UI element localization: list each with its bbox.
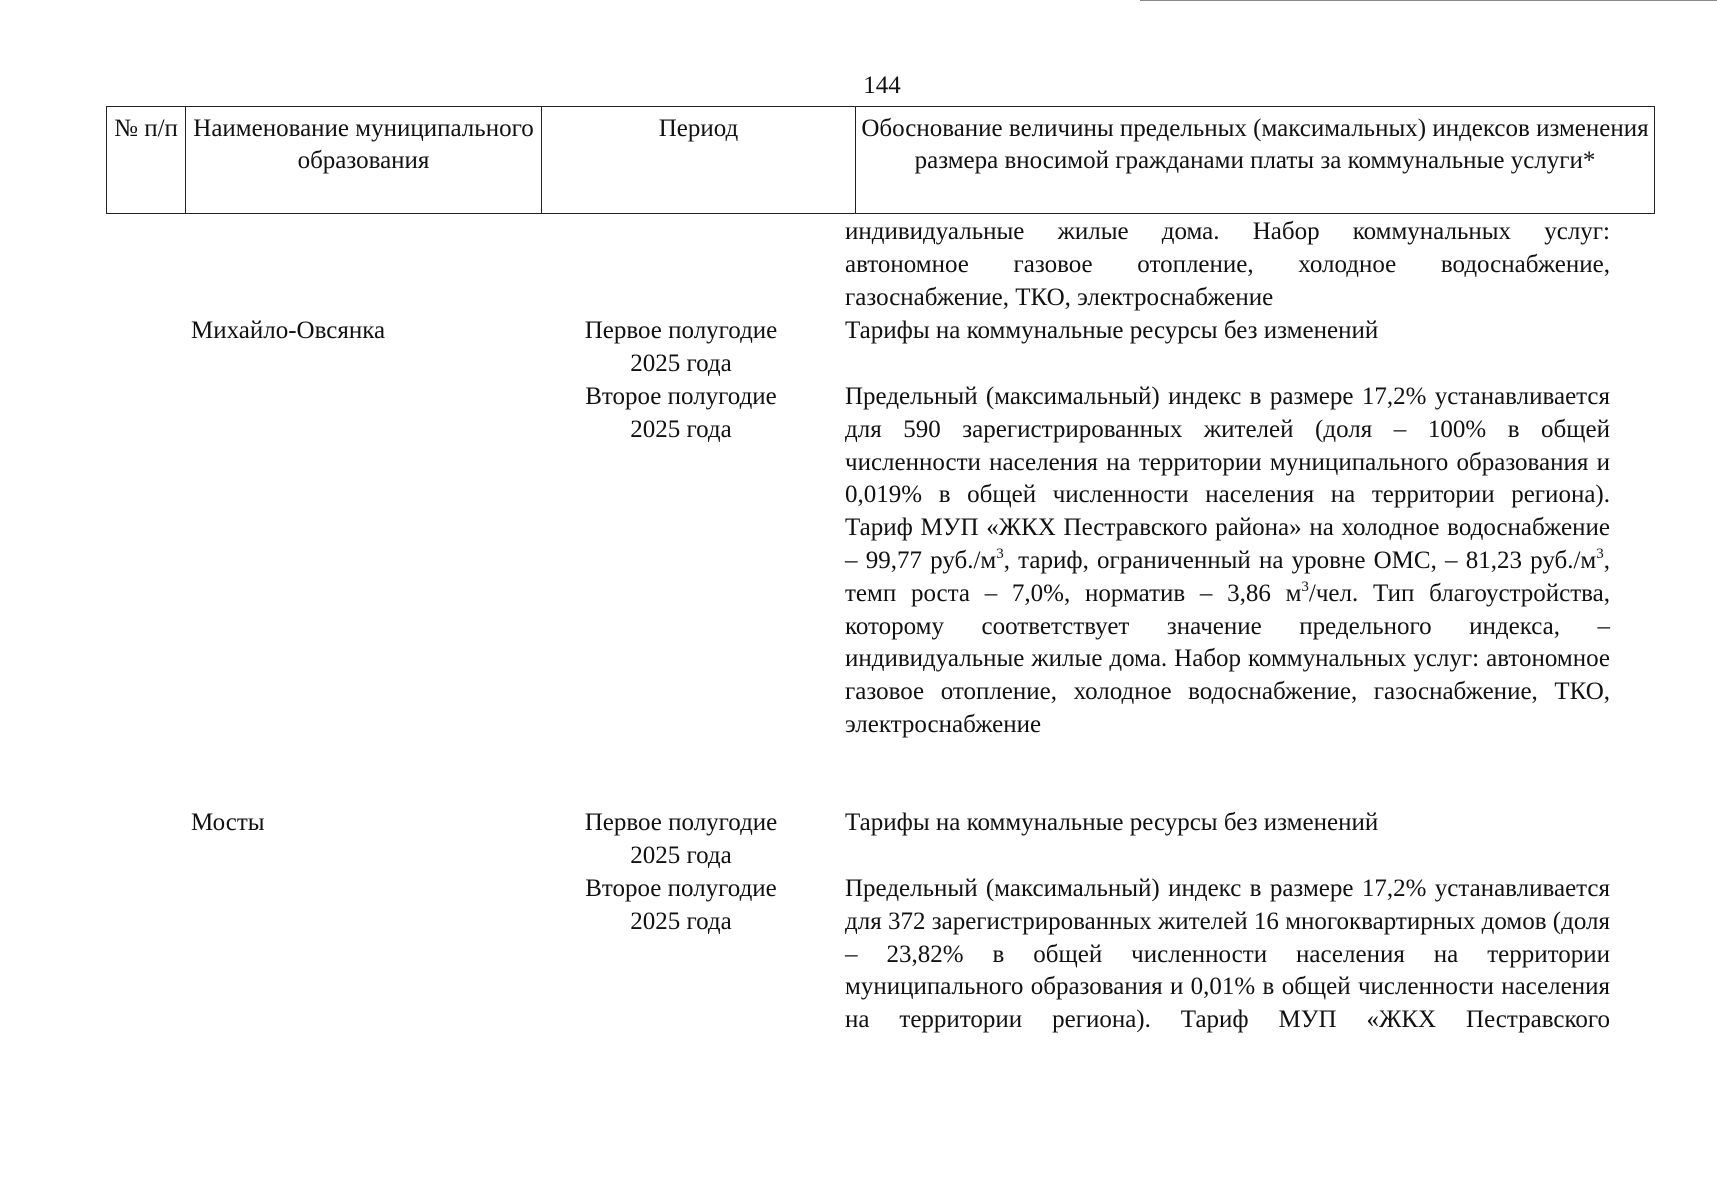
period-year: 2025 года [630, 415, 732, 443]
header-col-number: № п/п [107, 107, 186, 214]
continuation-text [845, 216, 1610, 314]
period-year: 2025 года [630, 907, 732, 935]
period-label: Второе полугодие [585, 383, 777, 410]
header-col-justification: Обоснование величины предельных (максимальных) индексов изменения размера вносимой гражданами платы за коммунальные услуги* [856, 107, 1655, 214]
continuation-line: автономное газовое отопление, холодное водоснабжение, [845, 250, 1610, 278]
justification-first-half: Тарифы на коммунальные ресурсы без изменений [845, 809, 1379, 836]
justification-first-half: Тарифы на коммунальные ресурсы без изменений [845, 317, 1379, 344]
period-first-half [545, 807, 817, 873]
justification-text: Предельный (максимальный) индекс в размере 17,2% устанавливается для 590 зарегистрированных жителей (доля – 100% в общей численности населения на территории муниципального образования и 0,019% в общей численности населения на территории региона). Тариф МУП «ЖКХ Пестравского района» на холодное водоснабжение – 99,77 руб./м [845, 383, 1610, 574]
justification-second-half [845, 381, 1610, 742]
period-second-half [545, 381, 817, 447]
superscript: 3 [1301, 578, 1309, 595]
justification-text: , темп роста – 7,0%, норматив – 3,86 м [845, 546, 1611, 607]
municipality-name: Мосты [191, 809, 265, 836]
period-label: Второе полугодие [585, 875, 777, 902]
period-year: 2025 года [630, 841, 732, 869]
page-number: 144 [863, 72, 901, 99]
period-label: Первое полугодие [584, 317, 778, 344]
period-second-half [545, 873, 817, 939]
municipality-name: Михайло-Овсянка [191, 317, 386, 344]
continuation-line: газоснабжение, ТКО, электроснабжение [845, 283, 1274, 311]
table-header [106, 106, 1655, 214]
scan-edge-line [1140, 0, 1717, 1]
justification-text: /чел. Тип благоустройства, которому соответствует значение предельного индекса, – индивидуальные жилые дома. Набор коммунальных услуг: автономное газовое отопление, холодное водоснабжение, газоснабжение, ТКО, электроснабжение [845, 579, 1610, 738]
period-year: 2025 года [630, 349, 732, 377]
period-first-half [545, 315, 817, 381]
superscript: 3 [1596, 545, 1604, 562]
justification-text: , тариф, ограниченный на уровне ОМС, – 81,23 руб./м [1003, 546, 1597, 574]
continuation-line: индивидуальные жилые дома. Набор коммунальных услуг: [845, 218, 1610, 245]
header-col-period: Период [542, 107, 856, 214]
justification-second-half: Предельный (максимальный) индекс в размере 17,2% устанавливается для 372 зарегистрированных жителей 16 многоквартирных домов (доля – 23,82% в общей численности населения на территории муниципального образования и 0,01% в общей численности населения на территории региона). Тариф МУП «ЖКХ Пестравского [845, 875, 1610, 1034]
period-label: Первое полугодие [584, 809, 778, 836]
header-col-municipality: Наименование муниципального образования [186, 107, 542, 214]
superscript: 3 [996, 545, 1004, 562]
